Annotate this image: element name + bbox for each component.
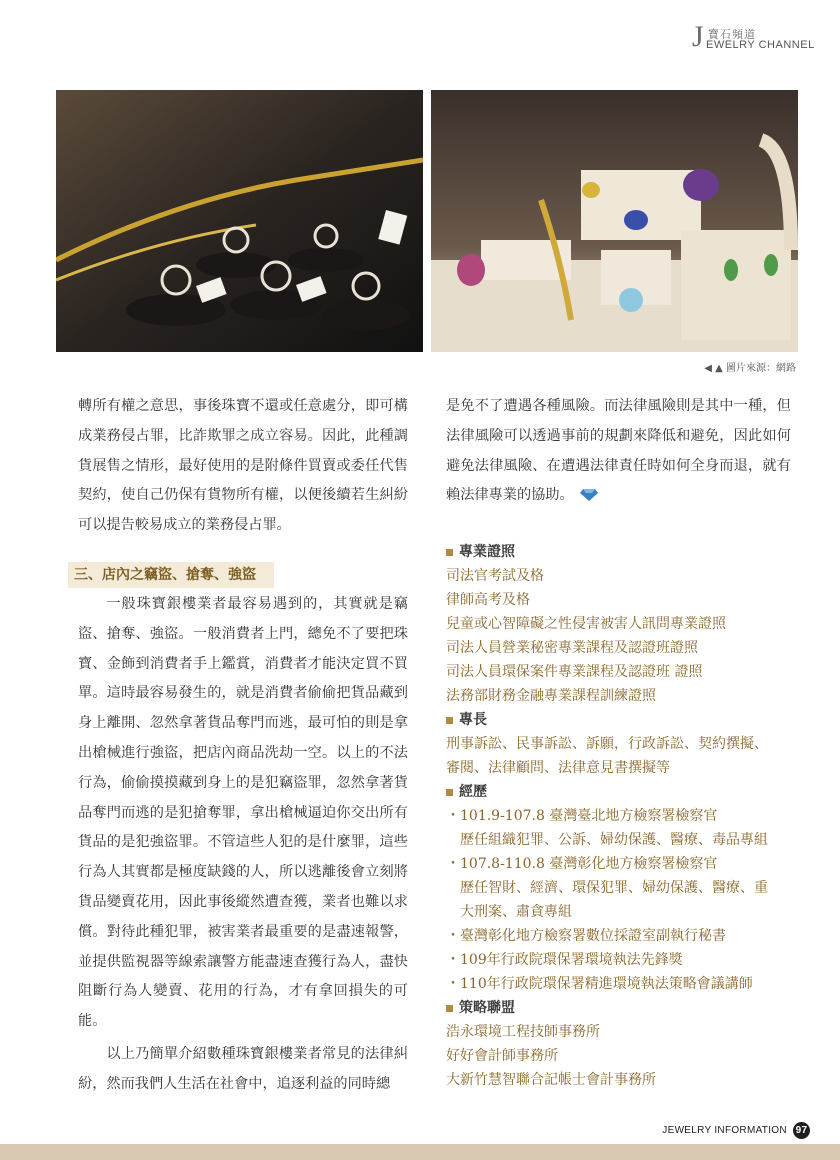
cert-item: 兒童或心智障礙之性侵害被害人訊問專業證照 [446, 616, 726, 632]
experience-item: ・101.9-107.8 臺灣臺北地方檢察署檢察官 [446, 808, 718, 824]
skill-line: 審閱、法律顧問、法律意見書撰擬等 [446, 760, 670, 776]
cert-item: 司法官考試及格 [446, 568, 544, 584]
right-paragraph: 是免不了遭遇各種風險。而法律風險則是其中一種，但法律風險可以透過事前的規劃來降低和避免，因此如何避免法律風險、在遭遇法律責任時如何全身而退，就有賴法律專業的協助。 [446, 398, 791, 504]
alliance-item: 浩永環境工程技師事務所 [446, 1024, 600, 1040]
image-credit: ◀ ▲ 圖片來源：網路 [704, 363, 796, 374]
experience-detail: 歷任組織犯罪、公訴、婦幼保護、醫療、毒品專組 [460, 832, 768, 848]
lawyer-profile [446, 540, 796, 1092]
cert-item: 法務部財務金融專業課程訓練證照 [446, 688, 656, 704]
experience-item: ・110年行政院環保署精進環境執法策略會議講師 [446, 976, 753, 992]
section-three [74, 562, 408, 1037]
left-column [78, 392, 408, 541]
alliance-item: 好好會計師事務所 [446, 1048, 558, 1064]
experience-detail: 歷任智財、經濟、環保犯罪、婦幼保護、醫療、重 [460, 880, 768, 896]
experience-item: ・臺灣彰化地方檢察署數位採證室副執行秘書 [446, 928, 726, 944]
certs-heading: 專業證照 [446, 540, 796, 564]
diamond-icon [580, 489, 598, 501]
bottom-band [0, 1144, 840, 1160]
cert-item: 司法人員營業秘密專業課程及認證班證照 [446, 640, 698, 656]
experience-heading: 經歷 [446, 780, 796, 804]
right-column [446, 392, 791, 511]
experience-item: ・107.8-110.8 臺灣彰化地方檢察署檢察官 [446, 856, 718, 872]
jewelry-display-photo-right [431, 90, 798, 352]
alliance-item: 大新竹慧智聯合記帳士會計事務所 [446, 1072, 656, 1088]
jewelry-display-photo-left [56, 90, 423, 352]
bullet-square-icon [446, 1005, 453, 1012]
section-title: 三、店內之竊盜、搶奪、強盜 [68, 562, 274, 588]
footer-label: JEWELRY INFORMATION [662, 1125, 787, 1137]
alliance-heading: 策略聯盟 [446, 996, 796, 1020]
experience-detail: 大刑案、肅貪專組 [460, 904, 572, 920]
page-number: 97 [793, 1122, 810, 1139]
section-body: 一般珠寶銀樓業者最容易遇到的，其實就是竊盜、搶奪、強盜。一般消費者上門，總免不了要把珠寶、金飾到消費者手上鑑賞，消費者才能決定買不買單。這時最容易發生的，就是消費者偷偷把貨品藏到身上離開、忽然拿著貨品奪門而逃，最可怕的則是拿出槍械進行強盜，把店內商品洗劫一空。以上的不法行為，偷偷摸摸藏到身上的是犯竊盜罪，忽然拿著貨品奪門而逃的是犯搶奪罪，拿出槍械逼迫你交出所有貨品的是犯強盜罪。不管這些人犯的是什麼罪，這些行為人其實都是極度缺錢的人，所以逃離後會立刻將貨品變賣花用，因此事後縱然遭查獲，業者也難以求償。對待此種犯罪，被害業者最重要的是盡速報警，並提供監視器等線索讓警方能盡速查獲行為人，盡快阻斷行為人變賣、花用的行為，才有拿回損失的可能。 [78, 596, 408, 1030]
cert-item: 司法人員環保案件專業課程及認證班 證照 [446, 664, 703, 680]
intro-paragraph: 轉所有權之意思，事後珠寶不還或任意處分，即可構成業務侵占罪，比詐欺罪之成立容易。因此，此種調貨展售之情形，最好使用的是附條件買賣或委任代售契約，使自己仍保有貨物所有權，以便後續若生糾紛可以提告較易成立的業務侵占罪。 [78, 398, 408, 534]
cert-item: 律師高考及格 [446, 592, 530, 608]
bullet-square-icon [446, 789, 453, 796]
logo-english: EWELRY CHANNEL [706, 39, 815, 51]
logo-chinese: 寶石頻道 [708, 28, 756, 41]
page-footer [662, 1122, 810, 1139]
logo-letter: J [692, 20, 704, 53]
skill-line: 刑事訴訟、民事訴訟、訴願，行政訴訟、契約撰擬、 [446, 736, 768, 752]
skills-heading: 專長 [446, 708, 796, 732]
experience-item: ・109年行政院環保署環境執法先鋒獎 [446, 952, 683, 968]
bullet-square-icon [446, 717, 453, 724]
closing-paragraph: 以上乃簡單介紹數種珠寶銀樓業者常見的法律糾紛，然而我們人生活在社會中，追逐利益的同時總 [78, 1046, 408, 1092]
closing-block [78, 1040, 408, 1100]
bullet-square-icon [446, 549, 453, 556]
